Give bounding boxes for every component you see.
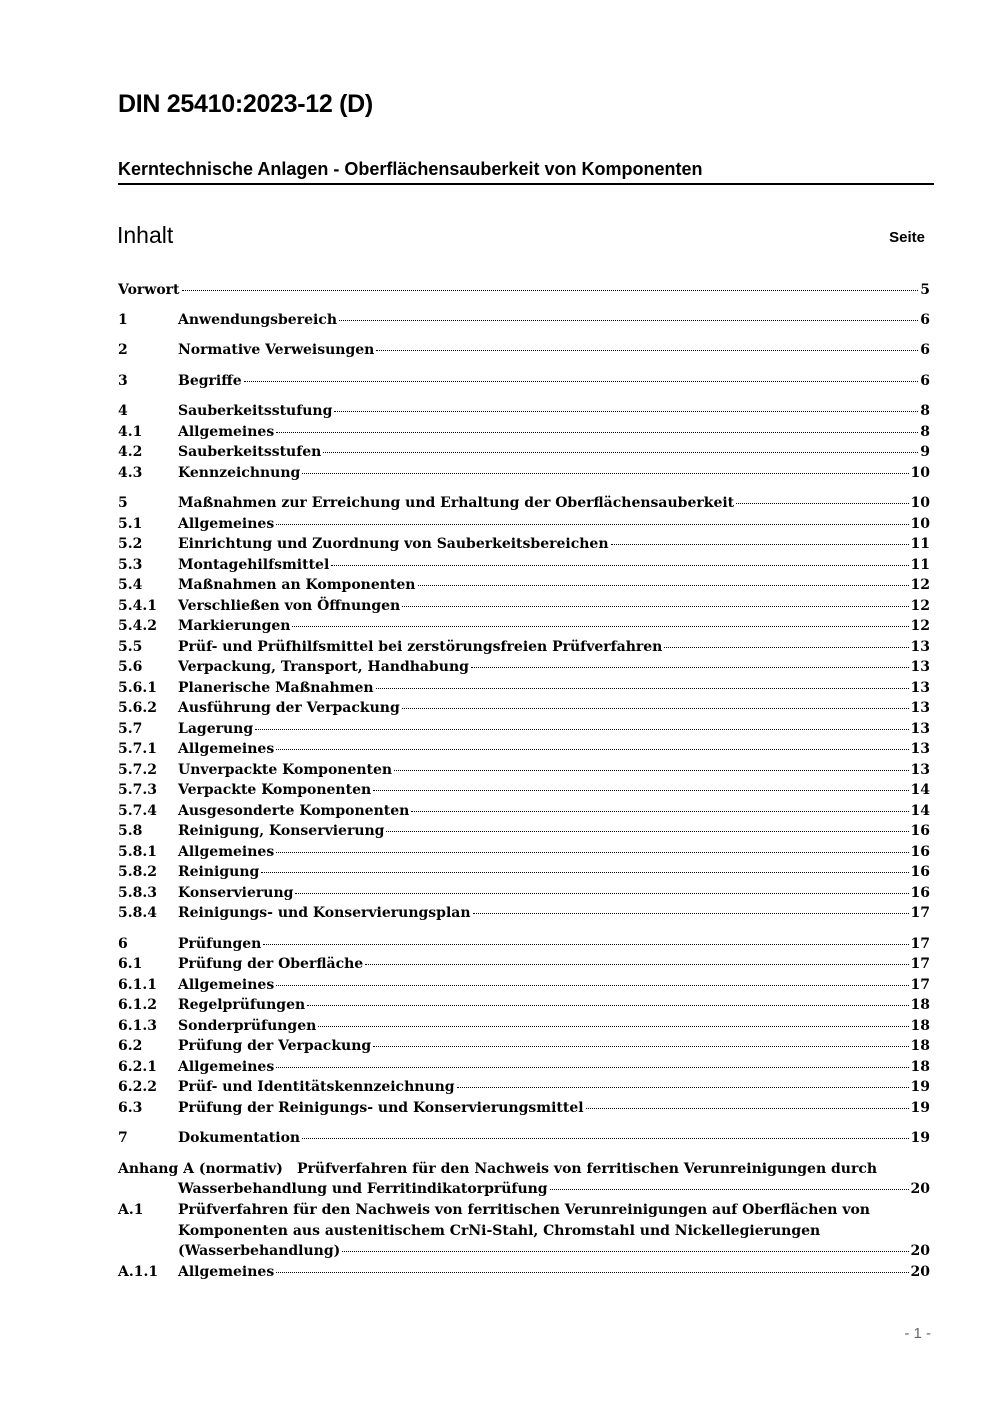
toc-entry-page: 18: [910, 1038, 930, 1054]
toc-entry-page: 6: [920, 312, 930, 328]
toc-entry-title: Sauberkeitsstufen: [178, 444, 322, 460]
leader-dots: [292, 626, 908, 627]
toc-entry-page: 16: [910, 885, 930, 901]
toc-entry-title: Allgemeines: [178, 1264, 275, 1280]
toc-entry[interactable]: [118, 678, 930, 698]
toc-entry-page: 6: [920, 342, 930, 358]
toc-entry-page: 19: [910, 1100, 930, 1116]
toc-entry-number: 5.4: [118, 577, 143, 593]
leader-dots: [334, 411, 918, 412]
toc-entry-number: 5.4.2: [118, 618, 157, 634]
toc-entry[interactable]: [118, 975, 930, 995]
toc-entry-number: 5.4.1: [118, 598, 157, 614]
leader-dots: [302, 1138, 908, 1139]
toc-entry-number: 6.2.1: [118, 1059, 157, 1075]
toc-entry-page: 17: [910, 977, 930, 993]
toc-entry-number: 5.7: [118, 721, 143, 737]
leader-dots: [664, 647, 908, 648]
toc-entry-page: 13: [910, 741, 930, 757]
toc-entry[interactable]: [118, 739, 930, 759]
page-number: - 1 -: [904, 1325, 931, 1342]
toc-entry-number: 6.2: [118, 1038, 143, 1054]
toc-entry[interactable]: [118, 310, 930, 330]
toc-entry[interactable]: [118, 1077, 930, 1097]
toc-entry-page: 13: [910, 721, 930, 737]
annex-label: Anhang A (normativ): [118, 1161, 283, 1177]
toc-entry-page: 12: [910, 577, 930, 593]
toc-entry-number: 5.3: [118, 557, 143, 573]
toc-entry-title: Prüf- und Prüfhilfsmittel bei zerstörungsfreien Prüfverfahren: [178, 639, 663, 655]
document-id: DIN 25410:2023-12 (D): [118, 90, 373, 118]
toc-entry-number: 5.8.4: [118, 905, 157, 921]
toc-entry-title: Konservierung: [178, 885, 294, 901]
toc-entry-page: 8: [920, 424, 930, 440]
toc-entry-number: 6: [118, 936, 128, 952]
leader-dots: [276, 524, 908, 525]
toc-entry-number: 6.3: [118, 1100, 143, 1116]
leader-dots: [373, 790, 908, 791]
toc-entry-number: 6.1: [118, 956, 143, 972]
annex-title-line-2: Wasserbehandlung und Ferritindikatorprüfung: [178, 1181, 548, 1197]
toc-entry-title: Unverpackte Komponenten: [178, 762, 393, 778]
toc-entry[interactable]: [118, 934, 930, 954]
toc-entry-page: 8: [920, 403, 930, 419]
toc-entry-number: 5.6.1: [118, 680, 157, 696]
toc-entry-number: 5.7.4: [118, 803, 157, 819]
toc-entry-title: Prüfungen: [178, 936, 262, 952]
toc-entry-number: 5.1: [118, 516, 143, 532]
toc-entry-title: Normative Verweisungen: [178, 342, 375, 358]
toc-entry-title: Allgemeines: [178, 424, 275, 440]
toc-entry-page: 20: [910, 1181, 930, 1197]
toc-entry[interactable]: [118, 719, 930, 739]
toc-entry[interactable]: [118, 534, 930, 554]
toc-entry[interactable]: [118, 698, 930, 718]
toc-entry[interactable]: [118, 493, 930, 513]
toc-entry-a1[interactable]: [118, 1200, 930, 1220]
toc-entry[interactable]: [118, 280, 930, 300]
toc-entry-title: Prüf- und Identitätskennzeichnung: [178, 1079, 455, 1095]
toc-entry-a1-continuation[interactable]: [118, 1221, 930, 1241]
toc-entry-title: Verschließen von Öffnungen: [178, 598, 401, 614]
toc-entry[interactable]: [118, 463, 930, 483]
toc-entry-number: 6.1.1: [118, 977, 157, 993]
toc-entry-title: Prüfung der Verpackung: [178, 1038, 372, 1054]
toc-entry-title: Prüfung der Oberfläche: [178, 956, 364, 972]
toc-entry[interactable]: [118, 340, 930, 360]
toc-entry-number: 5.8.2: [118, 864, 157, 880]
leader-dots: [263, 944, 908, 945]
toc-entry-page: 20: [910, 1243, 930, 1259]
toc-entry[interactable]: [118, 780, 930, 800]
leader-dots: [473, 913, 909, 914]
leader-dots: [402, 606, 908, 607]
toc-entry[interactable]: [118, 596, 930, 616]
leader-dots: [402, 708, 909, 709]
toc-entry-page: 12: [910, 618, 930, 634]
toc-entry-number: 2: [118, 342, 128, 358]
toc-entry-number: 5.8.1: [118, 844, 157, 860]
leader-dots: [342, 1251, 908, 1252]
toc-entry-title: Planerische Maßnahmen: [178, 680, 374, 696]
toc-entry-title: Allgemeines: [178, 1059, 275, 1075]
toc-entry-number: 5.6.2: [118, 700, 157, 716]
toc-entry[interactable]: [118, 575, 930, 595]
toc-entry-page: 19: [910, 1130, 930, 1146]
toc-entry[interactable]: [118, 821, 930, 841]
toc-entry-title: Ausführung der Verpackung: [178, 700, 400, 716]
toc-entry-title: Ausgesonderte Komponenten: [178, 803, 410, 819]
toc-entry-page: 11: [910, 536, 930, 552]
toc-entry-number: 5.6: [118, 659, 143, 675]
toc-entry[interactable]: [118, 637, 930, 657]
toc-entry-title: Reinigung, Konservierung: [178, 823, 385, 839]
toc-entry[interactable]: [118, 903, 930, 923]
toc-entry-number: A.1: [118, 1202, 144, 1218]
toc-entry-title: Sauberkeitsstufung: [178, 403, 333, 419]
toc-entry[interactable]: [118, 616, 930, 636]
toc-entry-page: 6: [920, 373, 930, 389]
leader-dots: [471, 667, 909, 668]
annex-title-line-1: Prüfverfahren für den Nachweis von ferritischen Verunreinigungen durch: [297, 1161, 878, 1177]
toc-entry[interactable]: [118, 995, 930, 1015]
document-title: Kerntechnische Anlagen - Oberflächensauberkeit von Komponenten: [118, 159, 934, 185]
toc-entry-number: 6.2.2: [118, 1079, 157, 1095]
leader-dots: [318, 1026, 908, 1027]
toc-entry-page: 16: [910, 844, 930, 860]
toc-entry-title: Verpackte Komponenten: [178, 782, 372, 798]
toc-entry-number: 5.7.1: [118, 741, 157, 757]
toc-entry-page: 14: [910, 803, 930, 819]
leader-dots: [376, 688, 909, 689]
toc-entry-number: 4.1: [118, 424, 143, 440]
leader-dots: [307, 1005, 908, 1006]
leader-dots: [276, 852, 908, 853]
toc-entry-page: 13: [910, 700, 930, 716]
toc-entry-number: 1: [118, 312, 128, 328]
toc-entry-title: Reinigungs- und Konservierungsplan: [178, 905, 471, 921]
toc-entry[interactable]: [118, 883, 930, 903]
leader-dots: [182, 290, 919, 291]
toc-annex-a[interactable]: [118, 1159, 930, 1179]
toc-entry-title: Lagerung: [178, 721, 254, 737]
toc-entry-title: Vorwort: [118, 282, 180, 298]
toc-entry-title: Maßnahmen an Komponenten: [178, 577, 416, 593]
leader-dots: [295, 893, 908, 894]
toc-entry-number: 5.8: [118, 823, 143, 839]
toc-entry-number: 4.2: [118, 444, 143, 460]
toc-entry-number: 5: [118, 495, 128, 511]
toc-entry-title: Allgemeines: [178, 844, 275, 860]
toc-entry[interactable]: [118, 401, 930, 421]
toc-entry-page: 13: [910, 639, 930, 655]
page-column-label: Seite: [889, 229, 925, 246]
toc-entry[interactable]: [118, 1036, 930, 1056]
toc-entry-page: 19: [910, 1079, 930, 1095]
toc-entry-title: Begriffe: [178, 373, 242, 389]
toc-entry-title: Sonderprüfungen: [178, 1018, 317, 1034]
leader-dots: [261, 872, 908, 873]
leader-dots: [276, 432, 918, 433]
leader-dots: [376, 350, 918, 351]
toc-entry-number: 4: [118, 403, 128, 419]
toc-entry-page: 16: [910, 823, 930, 839]
toc-entry-page: 12: [910, 598, 930, 614]
toc-entry[interactable]: [118, 862, 930, 882]
leader-dots: [373, 1046, 908, 1047]
toc-entry-number: 5.2: [118, 536, 143, 552]
toc-entry[interactable]: [118, 442, 930, 462]
toc-entry[interactable]: [118, 760, 930, 780]
toc-entry-number: A.1.1: [118, 1264, 159, 1280]
toc-entry-number: 6.1.3: [118, 1018, 157, 1034]
toc-entry-title: Reinigung: [178, 864, 260, 880]
toc-entry-page: 11: [910, 557, 930, 573]
toc-entry-page: 18: [910, 1018, 930, 1034]
toc-entry[interactable]: [118, 1262, 930, 1282]
toc-entry-number: 7: [118, 1130, 128, 1146]
toc-entry-title: Markierungen: [178, 618, 291, 634]
toc-entry-title: Einrichtung und Zuordnung von Sauberkeitsbereichen: [178, 536, 609, 552]
leader-dots: [323, 452, 918, 453]
leader-dots: [331, 565, 908, 566]
toc-entry-number: 4.3: [118, 465, 143, 481]
toc-entry-page: 20: [910, 1264, 930, 1280]
toc-entry-page: 9: [920, 444, 930, 460]
a1-title-line-1: Prüfverfahren für den Nachweis von ferritischen Verunreinigungen auf Oberflächen von: [178, 1202, 870, 1218]
toc-entry-title: Verpackung, Transport, Handhabung: [178, 659, 469, 675]
toc-annex-a-continuation[interactable]: [118, 1179, 930, 1199]
toc-entry-title: Anwendungsbereich: [178, 312, 337, 328]
leader-dots: [457, 1087, 909, 1088]
toc-entry-number: 5.7.2: [118, 762, 157, 778]
toc-entry[interactable]: [118, 657, 930, 677]
leader-dots: [244, 381, 919, 382]
leader-dots: [386, 831, 908, 832]
toc-entry-page: 13: [910, 680, 930, 696]
toc-entry-title: Dokumentation: [178, 1130, 301, 1146]
leader-dots: [255, 729, 908, 730]
toc-entry[interactable]: [118, 1057, 930, 1077]
leader-dots: [365, 964, 908, 965]
leader-dots: [586, 1108, 909, 1109]
toc-entry[interactable]: [118, 1098, 930, 1118]
toc-entry[interactable]: [118, 422, 930, 442]
leader-dots: [302, 473, 908, 474]
toc-entry-title: Kennzeichnung: [178, 465, 301, 481]
toc-entry[interactable]: [118, 842, 930, 862]
leader-dots: [550, 1189, 909, 1190]
toc-entry[interactable]: [118, 371, 930, 391]
leader-dots: [611, 544, 909, 545]
toc-entry[interactable]: [118, 1016, 930, 1036]
toc-entry-number: 5.7.3: [118, 782, 157, 798]
toc-entry-page: 10: [910, 465, 930, 481]
leader-dots: [418, 585, 909, 586]
toc-entry[interactable]: [118, 555, 930, 575]
toc-entry-a1-continuation[interactable]: [118, 1241, 930, 1261]
toc-entry-page: 14: [910, 782, 930, 798]
leader-dots: [736, 503, 908, 504]
toc-entry-page: 13: [910, 659, 930, 675]
toc-entry[interactable]: [118, 954, 930, 974]
toc-entry-title: Maßnahmen zur Erreichung und Erhaltung der Oberflächensauberkeit: [178, 495, 735, 511]
toc-entry-page: 5: [920, 282, 930, 298]
toc-entry[interactable]: [118, 514, 930, 534]
toc-entry-page: 17: [910, 956, 930, 972]
toc-entry-title: Allgemeines: [178, 741, 275, 757]
toc-entry-page: 18: [910, 997, 930, 1013]
toc-entry-page: 18: [910, 1059, 930, 1075]
toc-entry-title: Allgemeines: [178, 977, 275, 993]
leader-dots: [276, 985, 908, 986]
a1-title-line-2: Komponenten aus austenitischem CrNi-Stahl, Chromstahl und Nickellegierungen: [178, 1223, 821, 1239]
toc-entry-number: 6.1.2: [118, 997, 157, 1013]
toc-entry-page: 10: [910, 495, 930, 511]
toc-heading: Inhalt: [117, 222, 174, 248]
toc-entry-page: 17: [910, 936, 930, 952]
a1-title-line-3: (Wasserbehandlung): [178, 1243, 341, 1259]
toc-entry-title: Regelprüfungen: [178, 997, 306, 1013]
toc-entry-page: 13: [910, 762, 930, 778]
leader-dots: [394, 770, 908, 771]
toc-entry-title: Montagehilfsmittel: [178, 557, 330, 573]
toc-entry-number: 5.5: [118, 639, 143, 655]
leader-dots: [339, 320, 918, 321]
toc-entry[interactable]: [118, 801, 930, 821]
leader-dots: [276, 1067, 908, 1068]
toc-entry-page: 17: [910, 905, 930, 921]
toc-entry-page: 16: [910, 864, 930, 880]
toc-entry-page: 10: [910, 516, 930, 532]
toc-entry-title: Prüfung der Reinigungs- und Konservierungsmittel: [178, 1100, 584, 1116]
leader-dots: [411, 811, 908, 812]
toc-entry-number: 3: [118, 373, 128, 389]
toc-entry-number: 5.8.3: [118, 885, 157, 901]
leader-dots: [276, 749, 908, 750]
toc-entry[interactable]: [118, 1128, 930, 1148]
toc-entry-title: Allgemeines: [178, 516, 275, 532]
leader-dots: [276, 1272, 908, 1273]
